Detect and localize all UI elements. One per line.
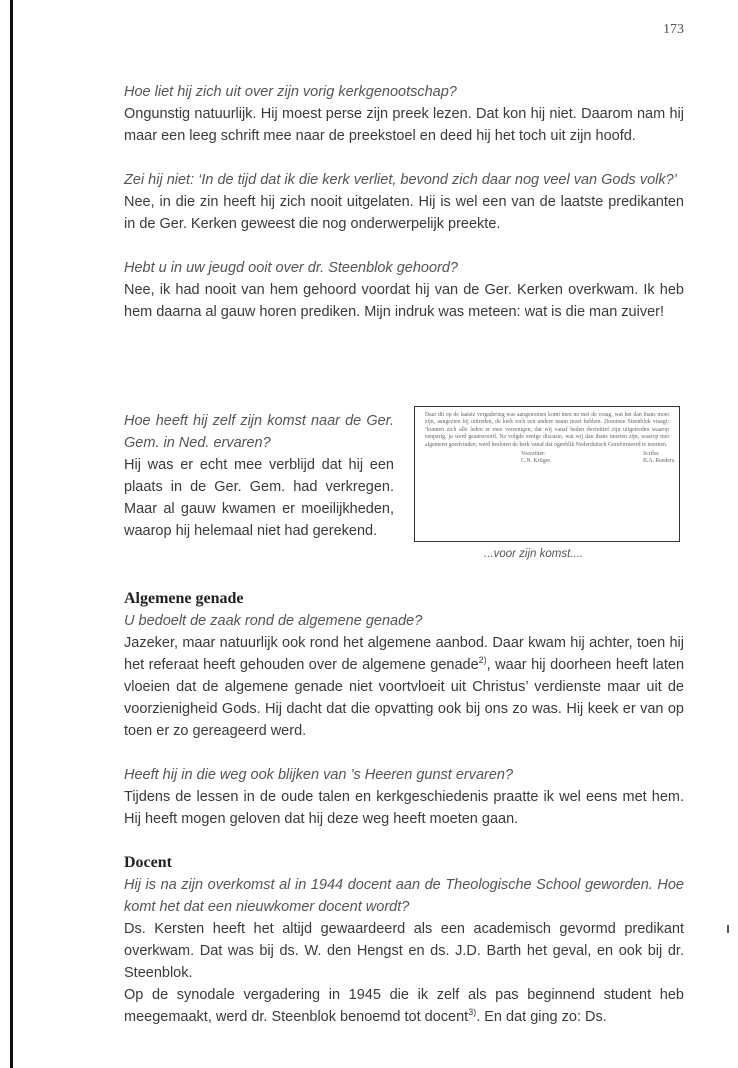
signature-left-name: C.N. Kriiger.: [521, 458, 552, 465]
answer: Nee, in die zin heeft hij zich nooit uitgelaten. Hij is wel een van de laatste predikanten in de Ger. Kerken geweest die nog onderwerpelijk preekte.: [124, 194, 684, 232]
margin-mark: [727, 925, 729, 933]
question: Hoe liet hij zich uit over zijn vorig kerkgenootschap?: [124, 84, 457, 100]
document-inset: [414, 406, 680, 542]
footnote-ref: 3): [468, 1007, 477, 1018]
footnote-ref: 2): [478, 655, 487, 666]
question: Zei hij niet: ‘In de tijd dat ik die kerk verliet, bevond zich daar nog veel van Gods volk?’: [124, 172, 677, 188]
signature-right-title: Scriba:: [643, 451, 660, 458]
answer: Ds. Kersten heeft het altijd gewaardeerd als een academisch gevormd predikant overkwam. Dat was bij ds. W. den Hengst en ds. J.D. Barth het geval, en ook bij dr. Steenblok.: [124, 921, 684, 981]
question: Hij is na zijn overkomst al in 1944 docent aan de Theologische School geworden. Hoe komt het dat een nieuwkomer docent wordt?: [124, 877, 684, 915]
question: Hebt u in uw jeugd ooit over dr. Steenblok gehoord?: [124, 260, 458, 276]
signature-right-name: B.A. Reeders.: [643, 458, 676, 465]
text-block-bottom: [124, 588, 684, 1028]
inset-signatures: [425, 451, 676, 466]
inset-caption: ...voor zijn komst....: [484, 548, 584, 560]
answer: Nee, ik had nooit van hem gehoord voordat hij van de Ger. Kerken overkwam. Ik heb hem daarna al gauw horen prediken. Mijn indruk was meteen: wat is die man zuiver!: [124, 282, 684, 320]
page-edge-rule: [10, 0, 13, 1068]
question: Hoe heeft hij zelf zijn komst naar de Ger. Gem. in Ned. ervaren?: [124, 413, 394, 451]
question: Heeft hij in die weg ook blijken van ’s Heeren gunst ervaren?: [124, 767, 514, 783]
signature-right: [547, 451, 676, 466]
answer: Ongunstig natuurlijk. Hij moest perse zijn preek lezen. Dat kon hij niet. Daarom nam hij maar een leeg schrift mee naar de preekstoel en deed hij het toch uit zijn hoofd.: [124, 106, 684, 144]
section-heading: Docent: [124, 854, 172, 871]
signature-left-title: Voorzitter:: [521, 451, 546, 458]
signature-left: [425, 451, 552, 466]
section-heading: Algemene genade: [124, 590, 244, 607]
answer: Hij was er echt mee verblijd dat hij een plaats in de Ger. Gem. had verkregen. Maar al gauw kwamen er moeilijkheden, waarop hij helemaal niet had gerekend.: [124, 457, 394, 539]
text-block-top: [124, 81, 684, 323]
page-number: 173: [663, 22, 684, 37]
inset-text: Daar dit op de laatste vergadering was aangenomen komt men nu met de vraag, wat het dan thans moet zijn, aangezien bij uittreden, de kerk toch een andere naam moet hebben. Dominee Steenblok vraagt: ‘kunnen zich alle leden er mee vereenigen, dat wij vanaf heden devinitief zijn uitgetreden waarop eenparig, ja werd geantwoord. Na volgde eenige discusie, wat wij dan thans moeten zijn, waarop met algemeen goedvinden, werd besloten de kerk vanaf dat ogenblik Nederduitsch Gereformeerd te noemen.: [425, 412, 669, 448]
answer: Jazeker, maar natuurlijk ook rond het algemene aanbod. Daar kwam hij achter, toen hij het referaat heeft gehouden over de algemene genade$^{2)}$, waar hij doorheen heeft laten vloeien dat de algemene genade niet voortvloeit uit Christus’ verdienste maar uit de voorzienigheid Gods. Hij dacht dat die opvatting ook bij ons zo was. Hij keek er van op toen er zo gereageerd werd.: [124, 635, 685, 739]
text-block-narrow: [124, 410, 394, 542]
question: U bedoelt de zaak rond de algemene genade?: [124, 613, 423, 629]
answer: Op de synodale vergadering in 1945 die ik zelf als pas beginnend student heb meegemaakt, werd dr. Steenblok benoemd tot docent$^{3)}$. En dat ging zo: Ds.: [124, 987, 684, 1025]
answer: Tijdens de lessen in de oude talen en kerkgeschiedenis praatte ik wel eens met hem. Hij heeft mogen geloven dat hij deze weg heeft moeten gaan.: [124, 789, 684, 827]
